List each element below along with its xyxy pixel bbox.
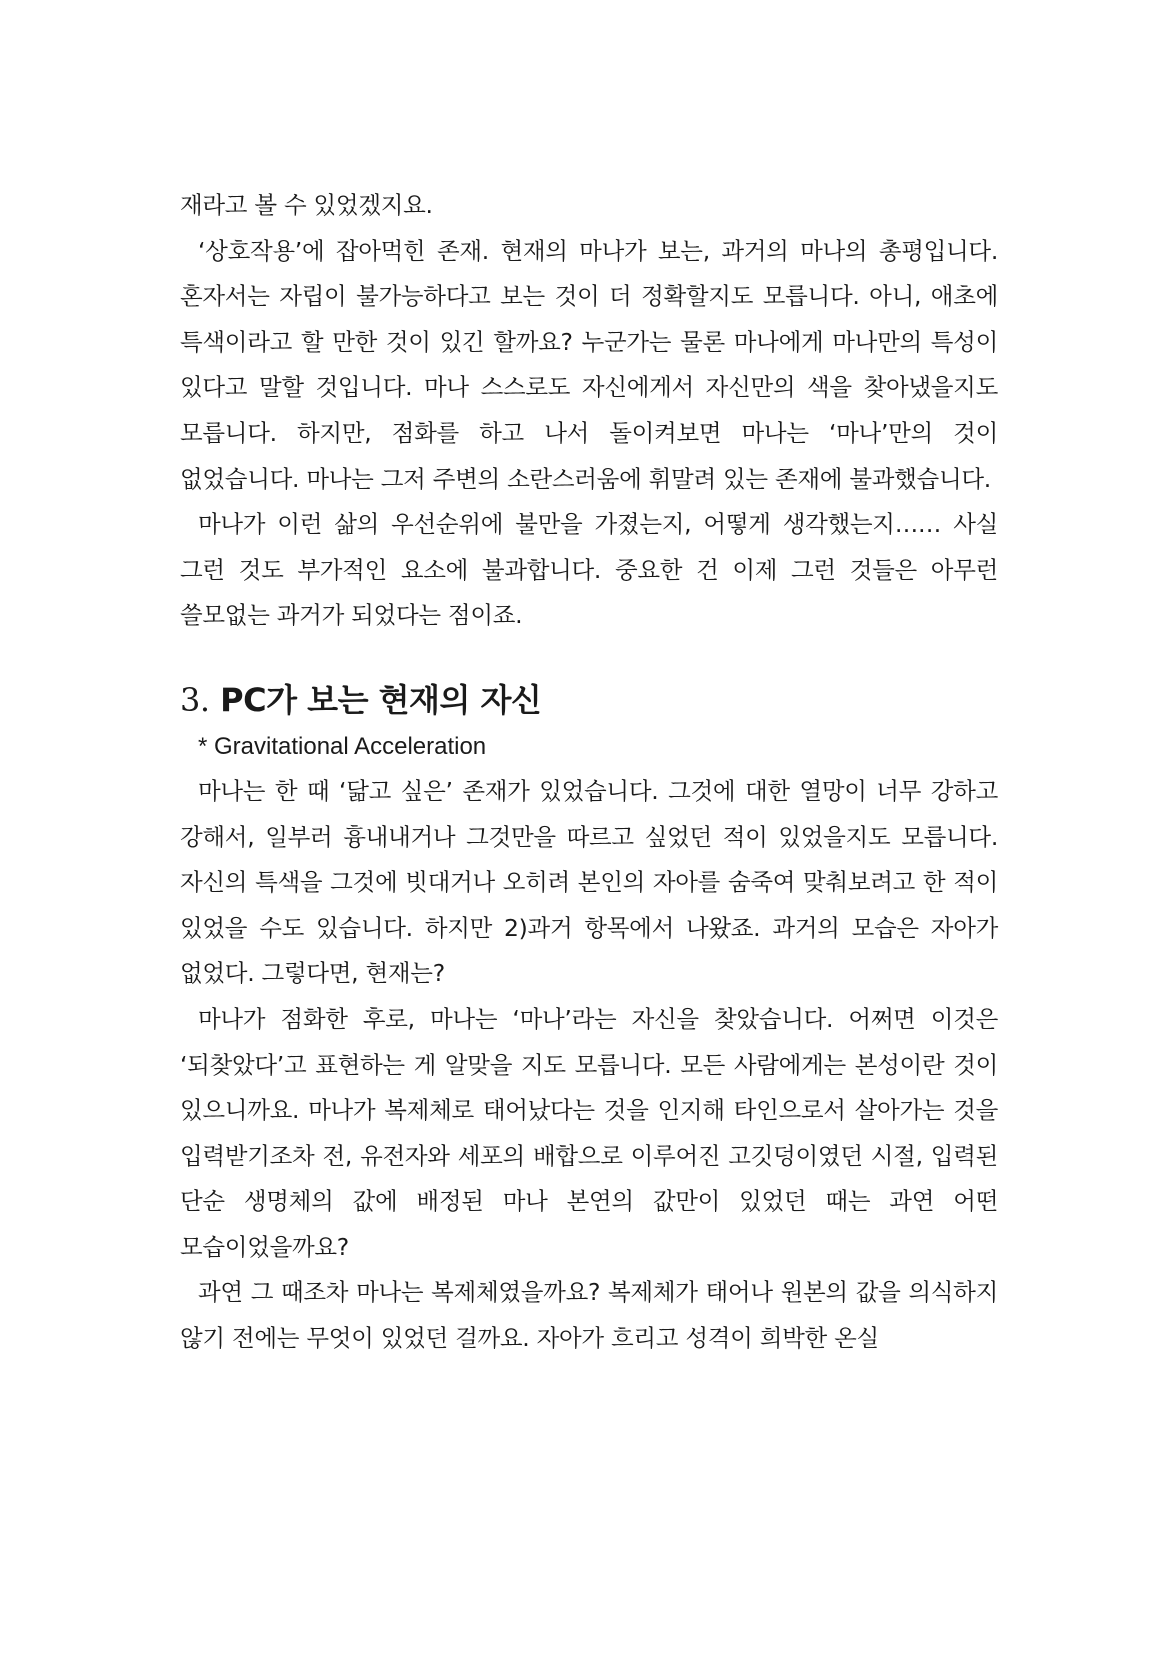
paragraph: 마나가 이런 삶의 우선순위에 불만을 가졌는지, 어떻게 생각했는지…… 사실 그런 것도 부가적인 요소에 불과합니다. 중요한 건 이제 그런 것들은 아무런 쓸모없는 과거가 되었다는 점이죠.	[180, 510, 998, 630]
paragraph-continuation: 재라고 볼 수 있었겠지요.	[180, 191, 433, 219]
paragraph: ‘상호작용’에 잡아먹힌 존재. 현재의 마나가 보는, 과거의 마나의 총평입니다. 혼자서는 자립이 불가능하다고 보는 것이 더 정확할지도 모릅니다. 아니, 애초에 특색이라고 할 만한 것이 있긴 할까요? 누군가는 물론 마나에게 마나만의 특성이 있다고 말할 것입니다. 마나 스스로도 자신에게서 자신만의 색을 찾아냈을지도 모릅니다. 하지만, 점화를 하고 나서 돌이켜보면 마나는 ‘마나’만의 것이 없었습니다. 마나는 그저 주변의 소란스러움에 휘말려 있는 존재에 불과했습니다.	[180, 236, 998, 493]
section-subheading: * Gravitational Acceleration	[198, 732, 487, 760]
paragraph: 과연 그 때조차 마나는 복제체였을까요? 복제체가 태어나 원본의 값을 의식하지 않기 전에는 무엇이 있었던 걸까요. 자아가 흐리고 성격이 희박한 온실	[180, 1278, 998, 1353]
section-number: 3.	[180, 680, 210, 719]
paragraph: 마나는 한 때 ‘닮고 싶은’ 존재가 있었습니다. 그것에 대한 열망이 너무 강하고 강해서, 일부러 흉내내거나 그것만을 따르고 싶었던 적이 있었을지도 모릅니다. 자신의 특색을 그것에 빗대거나 오히려 본인의 자아를 숨죽여 맞춰보려고 한 적이 있었을 수도 있습니다. 하지만 2)과거 항목에서 나왔죠. 과거의 모습은 자아가 없었다. 그렇다면, 현재는?	[180, 776, 998, 988]
paragraph: 마나가 점화한 후로, 마나는 ‘마나’라는 자신을 찾았습니다. 어쩌면 이것은 ‘되찾았다’고 표현하는 게 알맞을 지도 모릅니다. 모든 사람에게는 본성이란 것이 있으니까요. 마나가 복제체로 태어났다는 것을 인지해 타인으로서 살아가는 것을 입력받기조차 전, 유전자와 세포의 배합으로 이루어진 고깃덩이였던 시절, 입력된 단순 생명체의 값에 배정된 마나 본연의 값만이 있었던 때는 과연 어떤 모습이었을까요?	[180, 1004, 998, 1261]
section-heading	[180, 677, 998, 723]
section-title: PC가 보는 현재의 자신	[220, 680, 542, 719]
document-body	[180, 183, 998, 1362]
